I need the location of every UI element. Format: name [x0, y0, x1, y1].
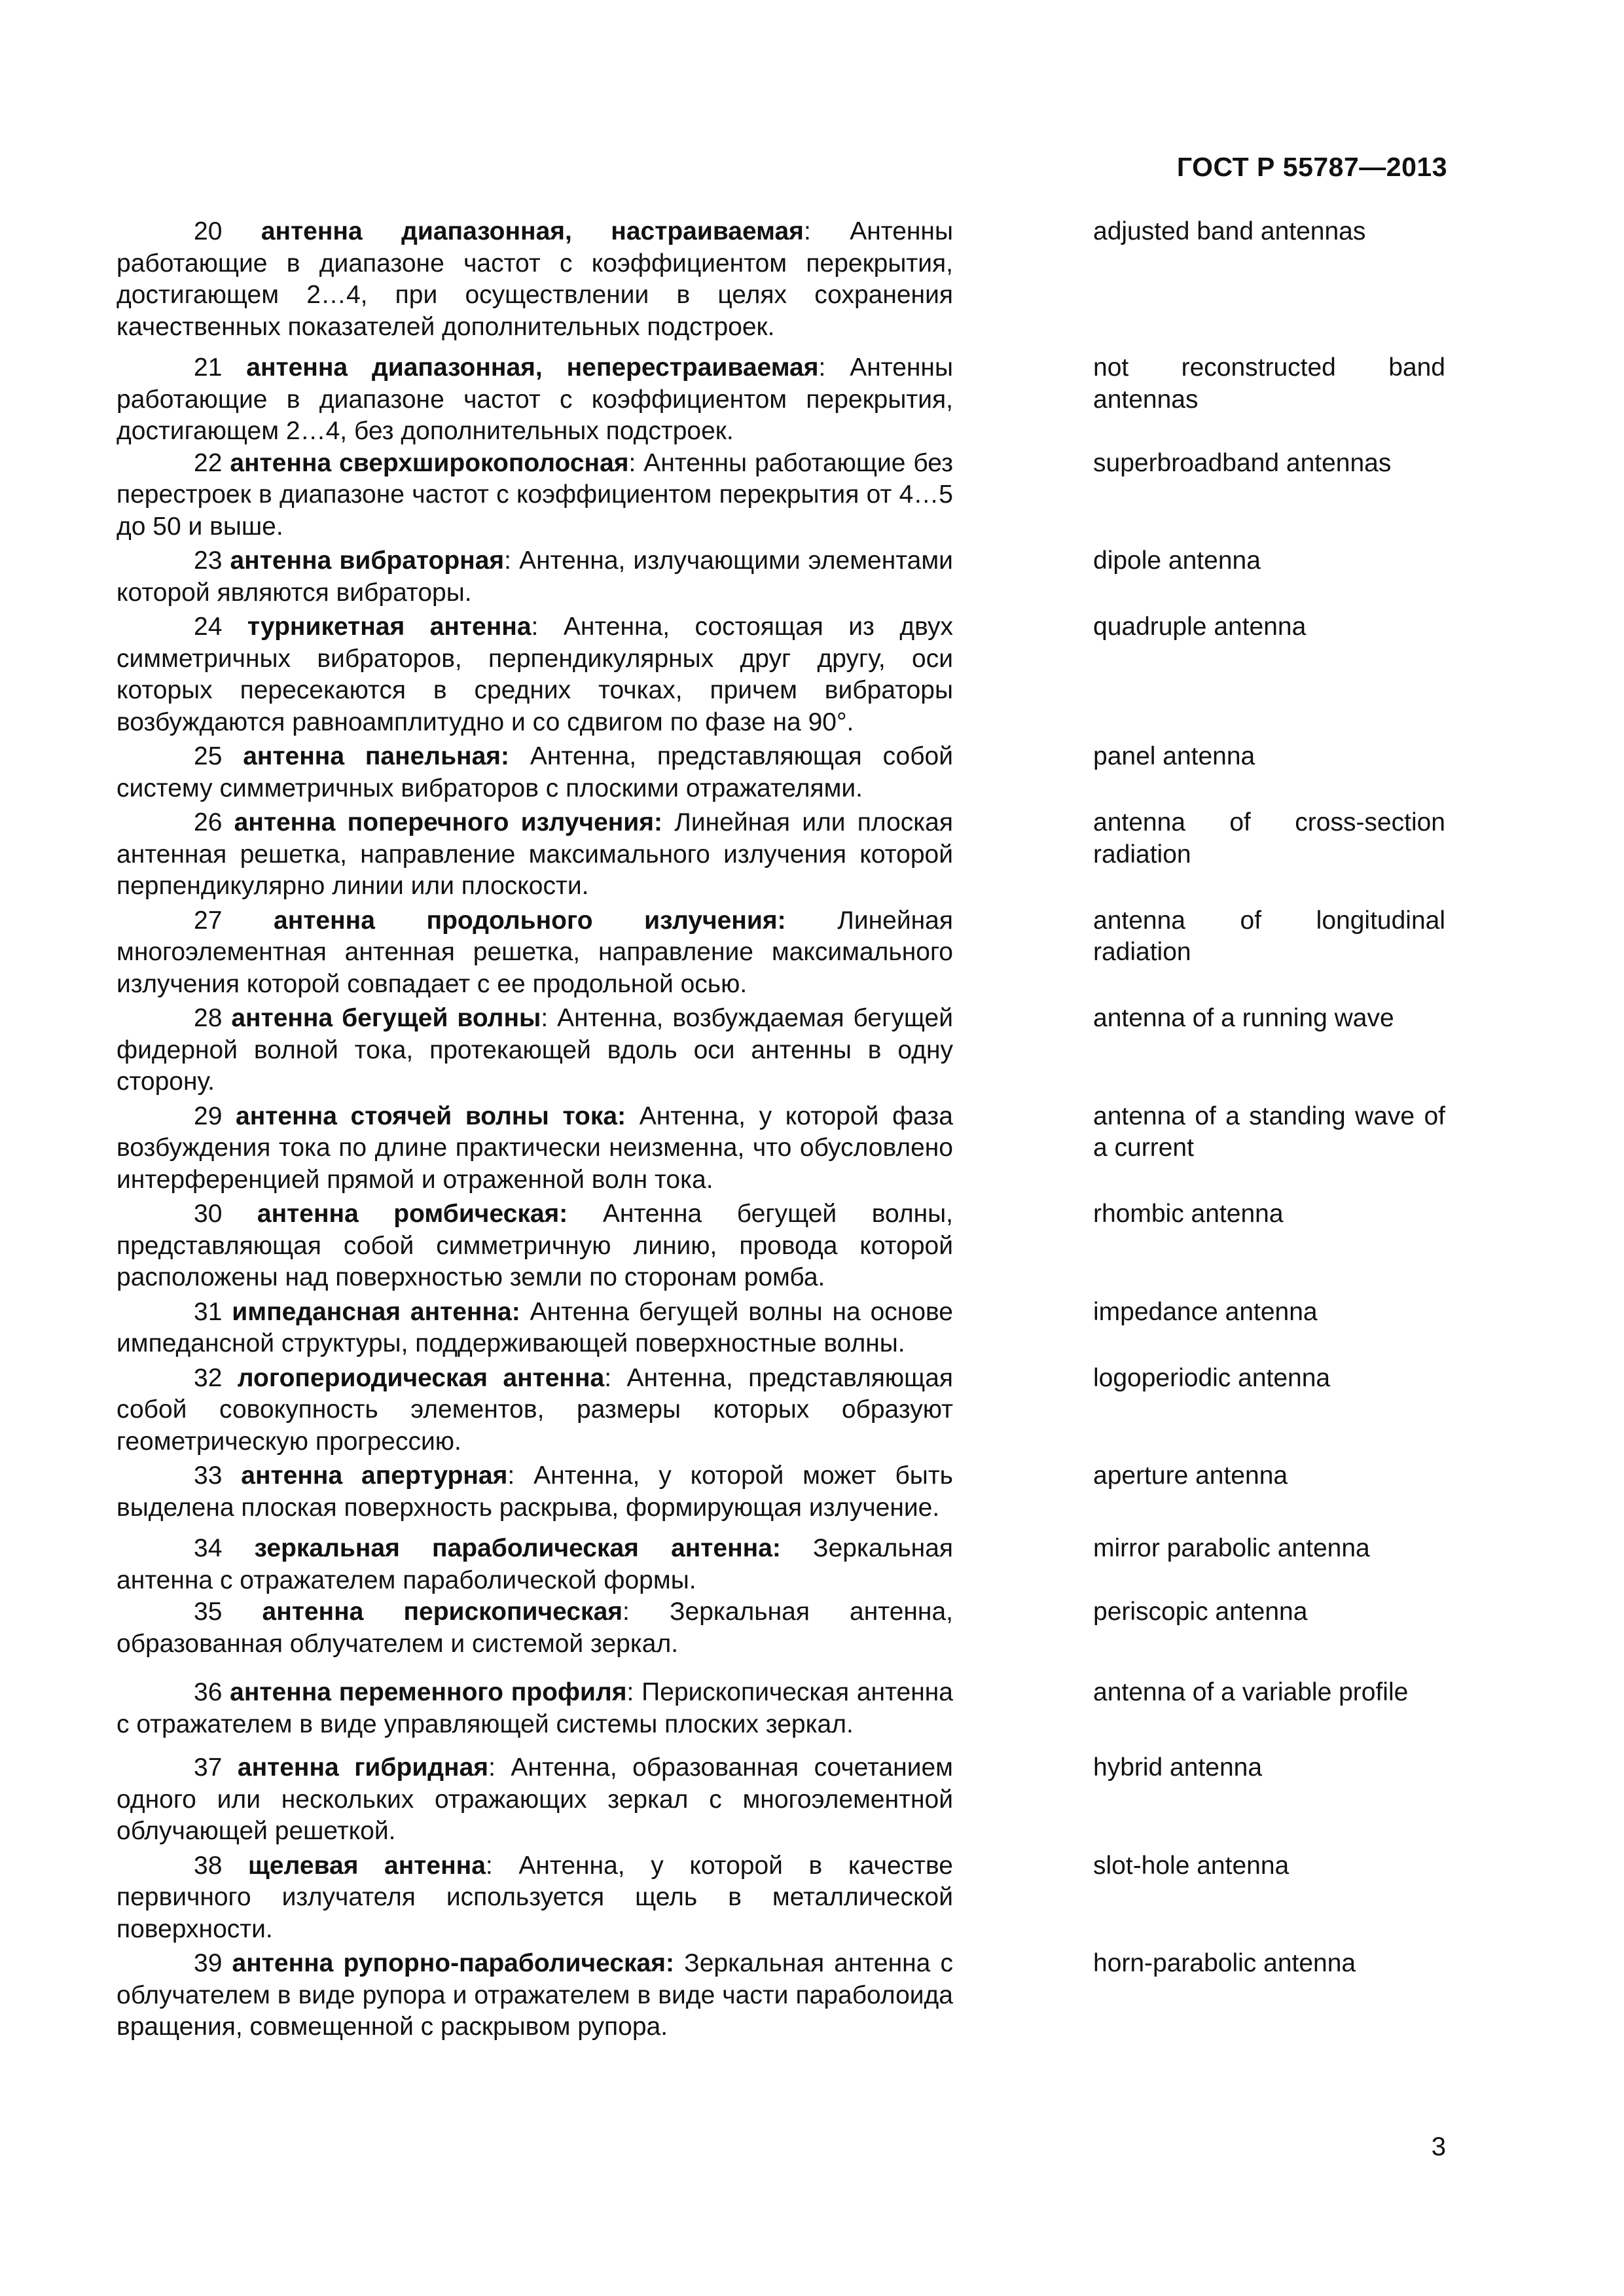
term-english: hybrid antenna	[1093, 1753, 1263, 1782]
term-separator: :	[628, 448, 636, 477]
term-definition: Антенна, образованная сочетанием одного или нескольких отражающих зеркал с многоэлементной облучающей решеткой.	[117, 1753, 953, 1845]
term-definition-ru	[117, 807, 953, 903]
term-english: superbroadband antennas	[1093, 448, 1392, 477]
term-entry-37	[117, 1752, 1445, 1848]
term-separator: :	[531, 613, 539, 641]
term-entry-26	[117, 807, 1445, 903]
term-definition: Антенны работающие в диапазоне частот с коэффициентом перекрытия, достигающем 2…4, при осуществлении в целях сохранения качественных показателей дополнительных подстроек.	[117, 217, 953, 341]
term-english: horn-parabolic antenna	[1093, 1949, 1356, 1977]
term-english: logoperiodic antenna	[1093, 1363, 1331, 1392]
term-number: 26	[194, 808, 223, 836]
term-name: антенна стоячей волны тока:	[236, 1102, 626, 1130]
term-entry-35	[117, 1596, 1445, 1660]
term-number: 36	[194, 1678, 223, 1706]
term-english: antenna of a variable profile	[1093, 1678, 1409, 1706]
term-entry-22	[117, 448, 1445, 543]
term-english: quadruple antenna	[1093, 613, 1307, 641]
term-definition-ru	[117, 1948, 953, 2043]
term-number: 32	[194, 1363, 223, 1392]
term-definition: Перископическая антенна с отражателем в виде управляющей системы плоских зеркал.	[117, 1678, 953, 1738]
term-definition-ru	[117, 741, 953, 804]
term-name: антенна апертурная	[241, 1462, 508, 1490]
term-english: rhombic antenna	[1093, 1200, 1284, 1228]
term-number: 34	[194, 1534, 223, 1562]
term-entry-32	[117, 1363, 1445, 1458]
term-name: антенна диапазонная, настраиваемая	[261, 217, 804, 245]
term-definition-ru	[117, 1596, 953, 1660]
term-name: антенна бегущей волны	[231, 1004, 541, 1032]
term-definition: Зеркальная антенна с отражателем параболической формы.	[117, 1534, 953, 1594]
term-name: антенна продольного излучения:	[274, 906, 786, 935]
term-number: 31	[194, 1297, 223, 1326]
term-english: not reconstructed band antennas	[1093, 353, 1445, 414]
term-entry-27	[117, 905, 1445, 1001]
term-definition-ru	[117, 1533, 953, 1596]
term-separator: :	[818, 353, 826, 382]
term-english: mirror parabolic antenna	[1093, 1534, 1370, 1562]
term-separator: :	[488, 1753, 496, 1782]
term-english: antenna of a standing wave of a current	[1093, 1102, 1445, 1162]
term-definition: Антенна, представляющая собой совокупность элементов, размеры которых образуют геометрическую прогрессию.	[117, 1363, 954, 1456]
term-entry-30	[117, 1198, 1445, 1294]
term-definition: Линейная многоэлементная антенная решетка, направление максимального излучения которой совпадает с ее продольной осью.	[117, 906, 953, 998]
term-number: 29	[194, 1102, 223, 1130]
term-number: 25	[194, 742, 223, 770]
term-entry-38	[117, 1850, 1445, 1946]
term-definition: Антенна, возбуждаемая бегущей фидерной волной тока, протекающей вдоль оси антенны в одну сторону.	[117, 1004, 953, 1096]
term-definition-ru	[117, 1003, 953, 1098]
term-definition: Антенна, представляющая собой систему симметричных вибраторов с плоскими отражателями.	[117, 742, 954, 802]
term-number: 33	[194, 1462, 223, 1490]
term-definition-ru	[117, 1297, 953, 1360]
term-english: antenna of longitudinal radiation	[1093, 906, 1445, 966]
term-number: 30	[194, 1200, 223, 1228]
term-definition: Зеркальная антенна, образованная облучателем и системой зеркал.	[117, 1598, 953, 1658]
term-definition-ru	[117, 352, 953, 448]
term-separator: :	[504, 547, 512, 575]
term-definition: Антенны работающие в диапазоне частот с коэффициентом перекрытия, достигающем 2…4, без дополнительных подстроек.	[117, 353, 953, 445]
term-entry-39	[117, 1948, 1445, 2043]
term-definition: Антенна, у которой в качестве первичного излучателя используется щель в металлической поверхности.	[117, 1851, 953, 1943]
term-definition: Зеркальная антенна с облучателем в виде рупора и отражателем в виде части параболоида вращения, совмещенной с раскрывом рупора.	[117, 1949, 953, 2041]
term-definition: Антенна, у которой может быть выделена плоская поверхность раскрыва, формирующая излучение.	[117, 1462, 953, 1522]
term-number: 27	[194, 906, 223, 935]
page-number: 3	[1431, 2132, 1446, 2161]
term-name: антенна перископическая	[262, 1598, 623, 1626]
term-definition: Антенна бегущей волны, представляющая собой симметричную линию, провода которой расположены над поверхностью земли по сторонам ромба.	[117, 1200, 953, 1291]
term-definition-ru	[117, 1101, 953, 1196]
term-name: антенна рупорно-параболическая:	[232, 1949, 674, 1977]
term-definition-ru	[117, 1460, 953, 1524]
term-separator: :	[604, 1363, 612, 1392]
term-definition-ru	[117, 1198, 953, 1294]
term-english: adjusted band antennas	[1093, 217, 1366, 245]
term-separator: :	[623, 1598, 630, 1626]
term-number: 23	[194, 547, 223, 575]
term-definition-ru	[117, 545, 953, 609]
term-definition: Антенна, излучающими элементами которой являются вибраторы.	[117, 547, 953, 607]
term-entry-29	[117, 1101, 1445, 1196]
term-name: антенна сверхширокополосная	[230, 448, 629, 477]
term-number: 21	[194, 353, 223, 382]
term-name: логопериодическая антенна	[237, 1363, 605, 1392]
term-entry-33	[117, 1460, 1445, 1524]
term-separator: :	[485, 1851, 493, 1880]
term-name: антенна поперечного излучения:	[234, 808, 663, 836]
term-entry-20	[117, 216, 1445, 343]
term-definition: Антенна бегущей волны на основе импедансной структуры, поддерживающей поверхностные волны.	[117, 1297, 953, 1357]
term-separator: :	[541, 1004, 549, 1032]
term-english: periscopic antenna	[1093, 1598, 1308, 1626]
term-name: зеркальная параболическая антенна:	[254, 1534, 781, 1562]
term-definition-ru	[117, 905, 953, 1001]
term-entry-36	[117, 1677, 1445, 1740]
term-name: антенна гибридная	[237, 1753, 489, 1782]
term-definition-ru	[117, 216, 953, 343]
term-number: 38	[194, 1851, 223, 1880]
term-separator: :	[803, 217, 811, 245]
term-definition-ru	[117, 1363, 953, 1458]
term-number: 39	[194, 1949, 223, 1977]
term-separator: :	[626, 1678, 634, 1706]
term-separator: :	[507, 1462, 515, 1490]
term-english: antenna of cross-section radiation	[1093, 808, 1445, 869]
term-name: антенна переменного профиля	[230, 1678, 627, 1706]
term-name: турникетная антенна	[247, 613, 532, 641]
term-english: aperture antenna	[1093, 1462, 1288, 1490]
term-name: щелевая антенна	[248, 1851, 486, 1880]
term-name: импедансная антенна:	[232, 1297, 520, 1326]
term-english: antenna of a running wave	[1093, 1004, 1394, 1032]
term-number: 37	[194, 1753, 223, 1782]
term-name: антенна вибраторная	[230, 547, 505, 575]
term-number: 20	[194, 217, 223, 245]
term-entry-28	[117, 1003, 1445, 1098]
term-english: panel antenna	[1093, 742, 1255, 770]
term-name: антенна панельная:	[243, 742, 510, 770]
term-entry-31	[117, 1297, 1445, 1360]
term-number: 28	[194, 1004, 223, 1032]
document-header: ГОСТ Р 55787—2013	[1176, 152, 1447, 182]
term-definition-ru	[117, 448, 953, 543]
term-definition: Линейная или плоская антенная решетка, направление максимального излучения которой перпендикулярно линии или плоскости.	[117, 808, 953, 900]
term-name: антенна ромбическая:	[257, 1200, 568, 1228]
term-entry-24	[117, 611, 1445, 738]
term-entry-23	[117, 545, 1445, 609]
term-definition-ru	[117, 611, 953, 738]
term-definition: Антенна, состоящая из двух симметричных вибраторов, перпендикулярных друг другу, оси которых пересекаются в средних точках, причем вибраторы возбуждаются равноамплитудно и со сдвигом по фазе на 90°.	[117, 613, 953, 736]
term-definition: Антенны работающие без перестроек в диапазоне частот с коэффициентом перекрытия от 4…5 до 50 и выше.	[117, 448, 953, 541]
term-number: 35	[194, 1598, 223, 1626]
term-number: 22	[194, 448, 223, 477]
term-definition-ru	[117, 1752, 953, 1848]
term-name: антенна диапазонная, неперестраиваемая	[246, 353, 819, 382]
term-entry-25	[117, 741, 1445, 804]
term-definition-ru	[117, 1850, 953, 1946]
terms-list	[117, 216, 1445, 2046]
term-entry-34	[117, 1533, 1445, 1596]
term-english: impedance antenna	[1093, 1297, 1318, 1326]
term-english: dipole antenna	[1093, 547, 1261, 575]
term-english: slot-hole antenna	[1093, 1851, 1290, 1880]
term-number: 24	[194, 613, 223, 641]
term-definition: Антенна, у которой фаза возбуждения тока по длине практически неизменна, что обусловлено интерференцией прямой и отраженной волн тока.	[117, 1102, 953, 1194]
term-definition-ru	[117, 1677, 953, 1740]
term-entry-21	[117, 352, 1445, 448]
